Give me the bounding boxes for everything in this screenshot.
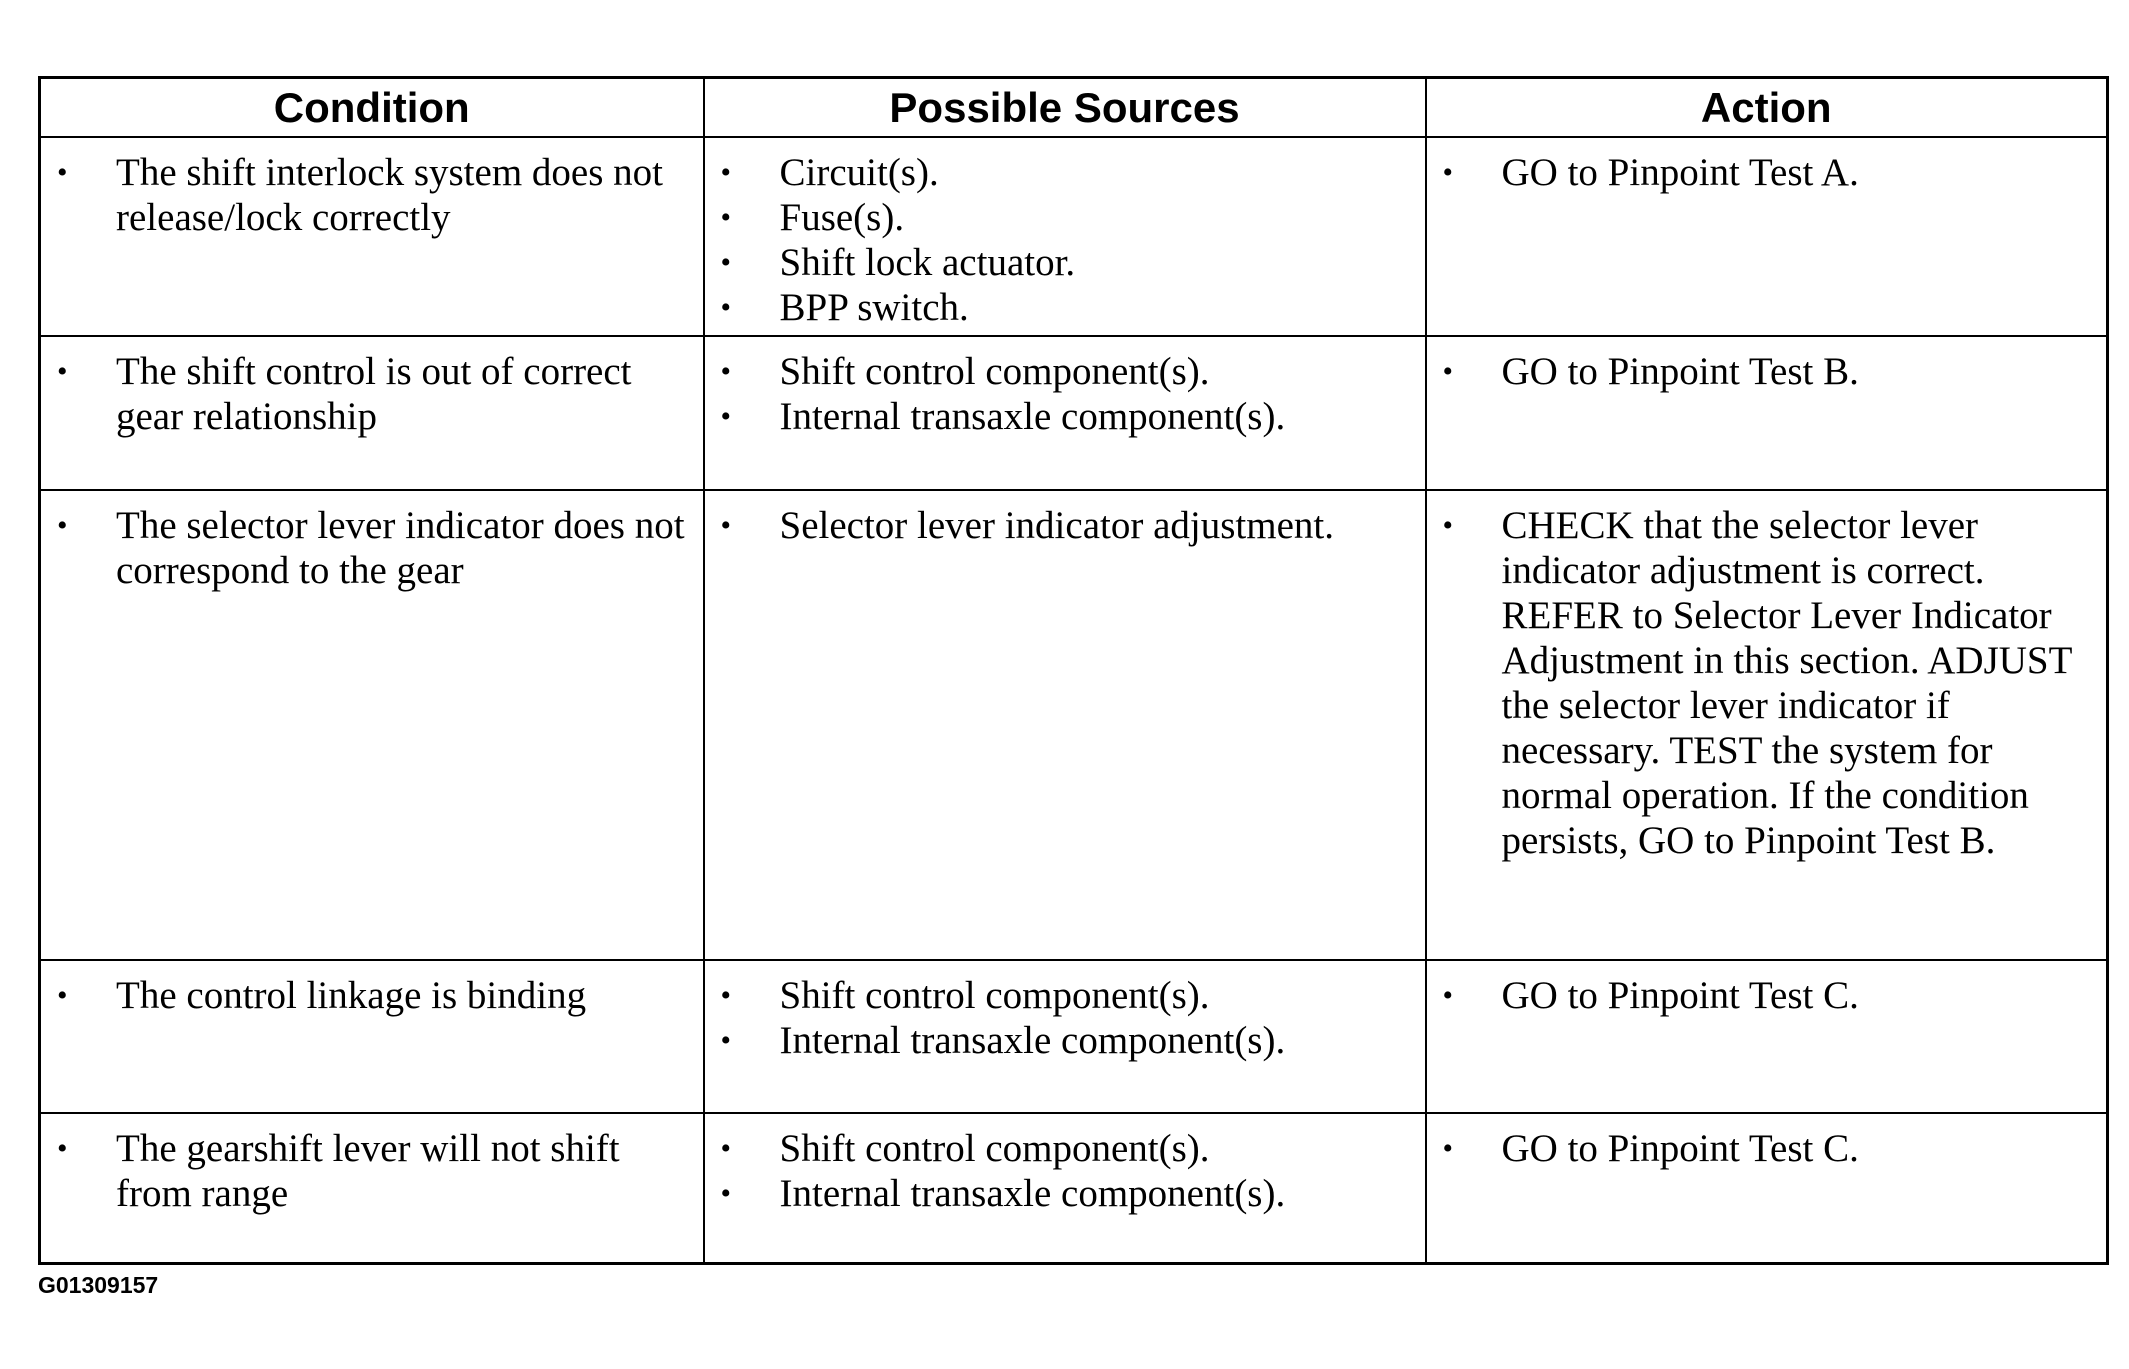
bullet-icon: • — [720, 355, 732, 388]
condition-text: The control linkage is binding — [116, 974, 587, 1017]
condition-item — [41, 973, 697, 1018]
source-item — [705, 394, 1419, 439]
header-possible-sources: Possible Sources — [704, 78, 1426, 138]
bullet-icon: • — [720, 201, 732, 234]
source-item — [705, 349, 1419, 394]
condition-item — [41, 1126, 697, 1216]
action-text: GO to Pinpoint Test C. — [1501, 1127, 1859, 1170]
bullet-icon: • — [720, 291, 732, 324]
action-text: CHECK that the selector lever indicator adjustment is correct. REFER to Selector Lever Indicator Adjustment in this section. ADJUST the selector lever indicator if necessary. TEST the system for normal operation. If the condition persists, GO to Pinpoint Test B. — [1501, 504, 2072, 862]
bullet-icon: • — [1442, 979, 1454, 1012]
bullet-icon: • — [720, 400, 732, 433]
bullet-icon: • — [1442, 355, 1454, 388]
header-action: Action — [1426, 78, 2108, 138]
source-text: Fuse(s). — [779, 196, 905, 239]
condition-text: The shift control is out of correct gear relationship — [116, 350, 632, 438]
table-row — [40, 137, 2108, 336]
source-text: Internal transaxle component(s). — [779, 1172, 1286, 1215]
action-text: GO to Pinpoint Test C. — [1501, 974, 1859, 1017]
source-item — [705, 150, 1419, 195]
source-text: Shift control component(s). — [779, 974, 1210, 1017]
table-row — [40, 960, 2108, 1113]
bullet-icon: • — [57, 156, 68, 189]
source-item — [705, 1126, 1419, 1171]
source-item — [705, 285, 1419, 330]
bullet-icon: • — [57, 979, 68, 1012]
condition-text: The selector lever indicator does not correspond to the gear — [116, 504, 685, 592]
action-item — [1427, 1126, 2101, 1171]
action-text: GO to Pinpoint Test B. — [1501, 350, 1859, 393]
action-item — [1427, 150, 2101, 195]
condition-item — [41, 349, 697, 439]
figure-code: G01309157 — [38, 1272, 159, 1298]
bullet-icon: • — [1442, 509, 1454, 542]
source-text: Shift control component(s). — [779, 1127, 1210, 1170]
condition-item — [41, 503, 697, 593]
sources-cell — [704, 137, 1426, 336]
source-item — [705, 195, 1419, 240]
action-cell — [1426, 137, 2108, 336]
condition-cell — [40, 1113, 704, 1264]
source-text: Internal transaxle component(s). — [779, 1019, 1286, 1062]
bullet-icon: • — [720, 1132, 732, 1165]
action-cell — [1426, 1113, 2108, 1264]
condition-text: The shift interlock system does not release/lock correctly — [116, 151, 663, 239]
condition-cell — [40, 336, 704, 490]
source-text: Circuit(s). — [779, 151, 939, 194]
source-text: Shift lock actuator. — [779, 241, 1076, 284]
bullet-icon: • — [720, 1024, 732, 1057]
source-text: BPP switch. — [779, 286, 969, 329]
condition-cell — [40, 490, 704, 960]
condition-text: The gearshift lever will not shift from range — [116, 1127, 620, 1215]
table-row — [40, 490, 2108, 960]
source-item — [705, 240, 1419, 285]
bullet-icon: • — [720, 509, 732, 542]
source-text: Internal transaxle component(s). — [779, 395, 1286, 438]
header-condition: Condition — [40, 78, 704, 138]
condition-item — [41, 150, 697, 240]
action-text: GO to Pinpoint Test A. — [1501, 151, 1859, 194]
bullet-icon: • — [57, 355, 68, 388]
bullet-icon: • — [57, 1132, 68, 1165]
condition-cell — [40, 960, 704, 1113]
condition-cell — [40, 137, 704, 336]
bullet-icon: • — [1442, 156, 1454, 189]
header-row — [40, 78, 2108, 138]
source-item — [705, 503, 1419, 548]
action-item — [1427, 973, 2101, 1018]
source-item — [705, 1171, 1419, 1216]
bullet-icon: • — [57, 509, 68, 542]
source-item — [705, 973, 1419, 1018]
source-text: Selector lever indicator adjustment. — [779, 504, 1334, 547]
table-row — [40, 336, 2108, 490]
action-cell — [1426, 490, 2108, 960]
sources-cell — [704, 336, 1426, 490]
bullet-icon: • — [720, 156, 732, 189]
source-item — [705, 1018, 1419, 1063]
table-row — [40, 1113, 2108, 1264]
source-text: Shift control component(s). — [779, 350, 1210, 393]
sources-cell — [704, 960, 1426, 1113]
diagnosis-table — [38, 76, 2109, 1265]
bullet-icon: • — [720, 246, 732, 279]
sources-cell — [704, 1113, 1426, 1264]
sources-cell — [704, 490, 1426, 960]
bullet-icon: • — [720, 979, 732, 1012]
action-cell — [1426, 960, 2108, 1113]
bullet-icon: • — [720, 1177, 732, 1210]
action-item — [1427, 349, 2101, 394]
bullet-icon: • — [1442, 1132, 1454, 1165]
action-cell — [1426, 336, 2108, 490]
action-item — [1427, 503, 2101, 863]
